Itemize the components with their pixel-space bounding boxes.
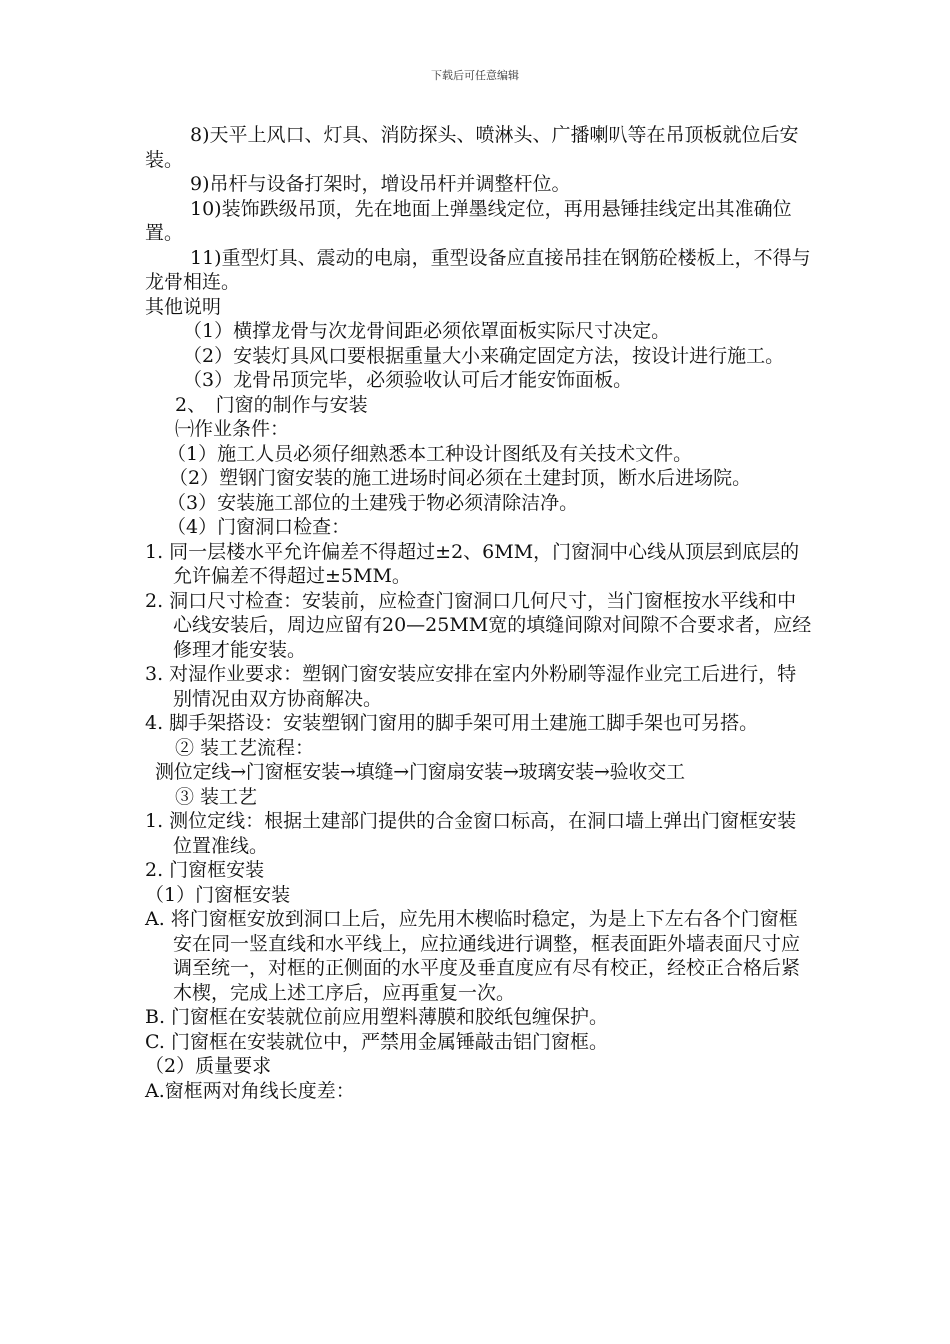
paragraph: 测位定线→门窗框安装→填缝→门窗扇安装→玻璃安装→验收交工	[155, 761, 685, 783]
paragraph: 1. 同一层楼水平允许偏差不得超过±2、6MM，门窗洞中心线从顶层到底层的允许偏差不得超过±5MM。	[145, 540, 800, 587]
paragraph: 2. 洞口尺寸检查：安装前，应检查门窗洞口几何尺寸，当门窗框按水平线和中心线安装后，周边应留有20—25MM宽的填缝间隙对间隙不合要求者，应经修理才能安装。	[145, 589, 812, 661]
paragraph: ③ 装工艺	[175, 785, 258, 808]
paragraph: （2）塑钢门窗安装的施工进场时间必须在土建封顶，断水后进场院。	[169, 467, 752, 489]
paragraph: （2）安装灯具风口要根据重量大小来确定固定方法，按设计进行施工。	[183, 344, 785, 367]
paragraph: B. 门窗框在安装就位前应用塑料薄膜和胶纸包缠保护。	[145, 1006, 609, 1028]
paragraph: 1. 测位定线：根据土建部门提供的合金窗口标高，在洞口墙上弹出门窗框安装位置准线。	[145, 810, 797, 857]
paragraph: 4. 脚手架搭设：安装塑钢门窗用的脚手架可用土建施工脚手架也可另搭。	[145, 712, 759, 734]
page-header: 下载后可任意编辑	[431, 69, 519, 82]
paragraph: （3）龙骨吊顶完毕，必须验收认可后才能安饰面板。	[183, 369, 633, 391]
document-body	[145, 123, 813, 1103]
paragraph: （1）施工人员必须仔细熟悉本工种设计图纸及有关技术文件。	[167, 442, 693, 465]
paragraph: C. 门窗框在安装就位中，严禁用金属锤敲击铝门窗框。	[145, 1030, 608, 1053]
paragraph: 10)装饰跌级吊顶，先在地面上弹墨线定位，再用悬锤挂线定出其准确位置。	[145, 197, 792, 244]
paragraph: （3）安装施工部位的土建残于物必须清除洁净。	[167, 491, 579, 514]
paragraph: ㈠作业条件：	[175, 418, 290, 440]
paragraph: （2）质量要求	[145, 1055, 272, 1077]
paragraph: 9)吊杆与设备打架时，增设吊杆并调整杆位。	[190, 173, 571, 195]
paragraph: （1）门窗框安装	[145, 883, 291, 906]
paragraph: 8)天平上风口、灯具、消防探头、喷淋头、广播喇叭等在吊顶板就位后安装。	[145, 124, 799, 171]
paragraph: 3. 对湿作业要求：塑钢门窗安装应安排在室内外粉刷等湿作业完工后进行，特别情况由双方协商解决。	[145, 663, 797, 710]
paragraph: A. 将门窗框安放到洞口上后，应先用木楔临时稳定，为是上下左右各个门窗框安在同一竖直线和水平线上，应拉通线进行调整，框表面距外墙表面尺寸应调至统一，对框的正侧面的水平度及垂直度应有尽有校正，经校正合格后紧木楔，完成上述工序后，应再重复一次。	[145, 908, 801, 1004]
paragraph: 其他说明	[145, 295, 222, 318]
paragraph: 2、 门窗的制作与安装	[175, 393, 368, 416]
paragraph: ② 装工艺流程：	[175, 736, 315, 759]
paragraph: （1）横撑龙骨与次龙骨间距必须依罩面板实际尺寸决定。	[183, 320, 671, 342]
paragraph: 2. 门窗框安装	[145, 859, 265, 881]
paragraph: （4）门窗洞口检查：	[167, 516, 351, 538]
paragraph: 11)重型灯具、震动的电扇，重型设备应直接吊挂在钢筋砼楼板上，不得与龙骨相连。	[145, 246, 811, 293]
paragraph: A.窗框两对角线长度差：	[145, 1079, 355, 1102]
